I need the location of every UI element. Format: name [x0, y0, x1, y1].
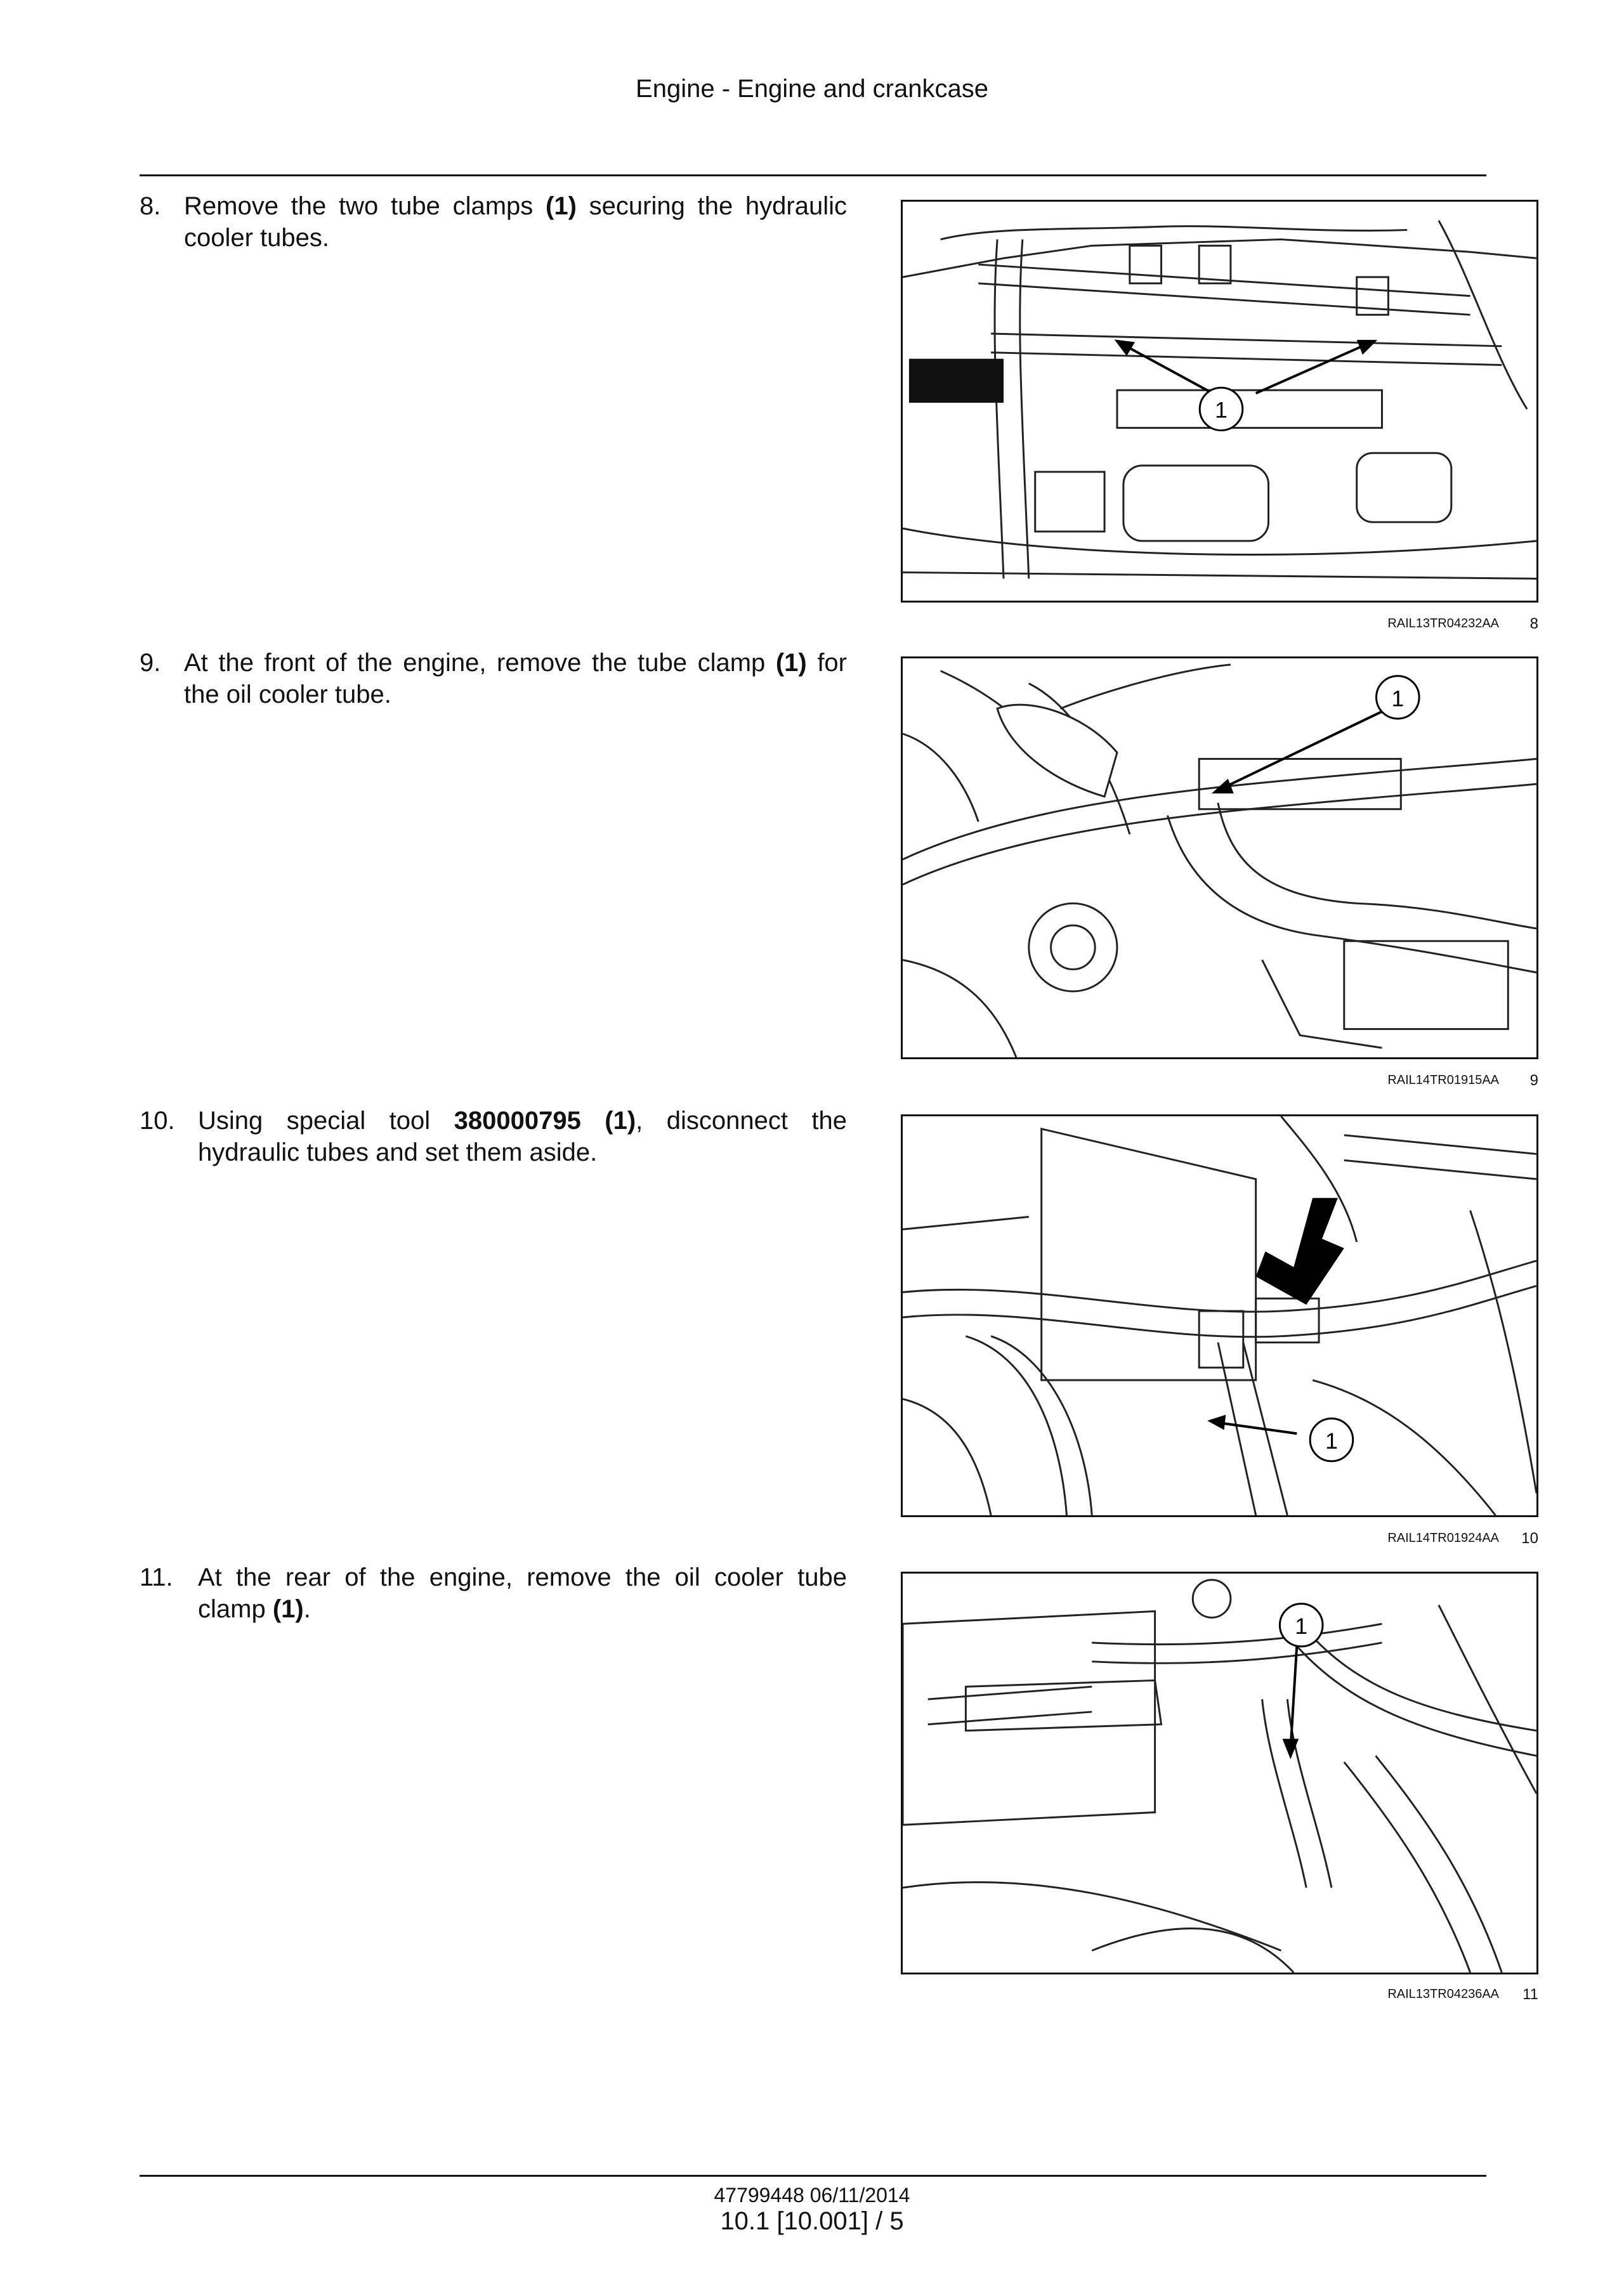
figure-code: RAIL13TR04236AA	[1387, 1987, 1499, 2001]
figure-11-engine-illustration	[901, 1572, 1538, 1974]
callout-ref: (1)	[775, 649, 807, 677]
callout-ref: (1)	[272, 1595, 304, 1623]
figure-10-engine-illustration	[901, 1114, 1538, 1517]
figure-8-engine-illustration	[901, 200, 1538, 603]
step-number: 11.	[140, 1563, 173, 1591]
figure-number: 8	[1529, 615, 1538, 632]
step-text: Remove the two tube clamps (1) securing the hydraulic cooler tubes.	[184, 192, 847, 252]
header-rule	[140, 174, 1486, 176]
step-text: At the front of the engine, remove the tube clamp (1) for the oil cooler tube.	[184, 649, 847, 708]
step-8	[140, 190, 847, 254]
step-text: At the rear of the engine, remove the oil cooler tube clamp (1).	[198, 1563, 847, 1623]
step-9	[140, 647, 847, 710]
step-11	[140, 1562, 847, 1625]
figure-code: RAIL14TR01924AA	[1387, 1531, 1499, 1545]
document-id: 47799448 06/11/2014	[714, 2184, 910, 2207]
step-number: 9.	[140, 649, 161, 677]
figure-number: 10	[1521, 1530, 1538, 1547]
figure-code: RAIL14TR01915AA	[1387, 1073, 1499, 1087]
figure-number: 9	[1529, 1072, 1538, 1089]
callout-ref: (1)	[546, 192, 577, 220]
figure-code: RAIL13TR04232AA	[1387, 616, 1499, 630]
callout-label: 1	[1215, 397, 1228, 423]
step-number: 10.	[140, 1107, 175, 1135]
step-10	[140, 1105, 847, 1168]
callout-label: 1	[1391, 686, 1405, 712]
footer-rule	[140, 2175, 1486, 2177]
step-number: 8.	[140, 192, 161, 220]
figure-9-engine-illustration	[901, 656, 1538, 1059]
callout-label: 1	[1325, 1428, 1338, 1454]
page-number: 10.1 [10.001] / 5	[720, 2207, 904, 2235]
page-header: Engine - Engine and crankcase	[636, 75, 988, 103]
step-text: Using special tool 380000795 (1), disconnect the hydraulic tubes and set them aside.	[198, 1107, 847, 1166]
tool-ref: 380000795 (1)	[454, 1107, 636, 1135]
figure-number: 11	[1522, 1986, 1538, 2003]
callout-label: 1	[1295, 1614, 1308, 1640]
